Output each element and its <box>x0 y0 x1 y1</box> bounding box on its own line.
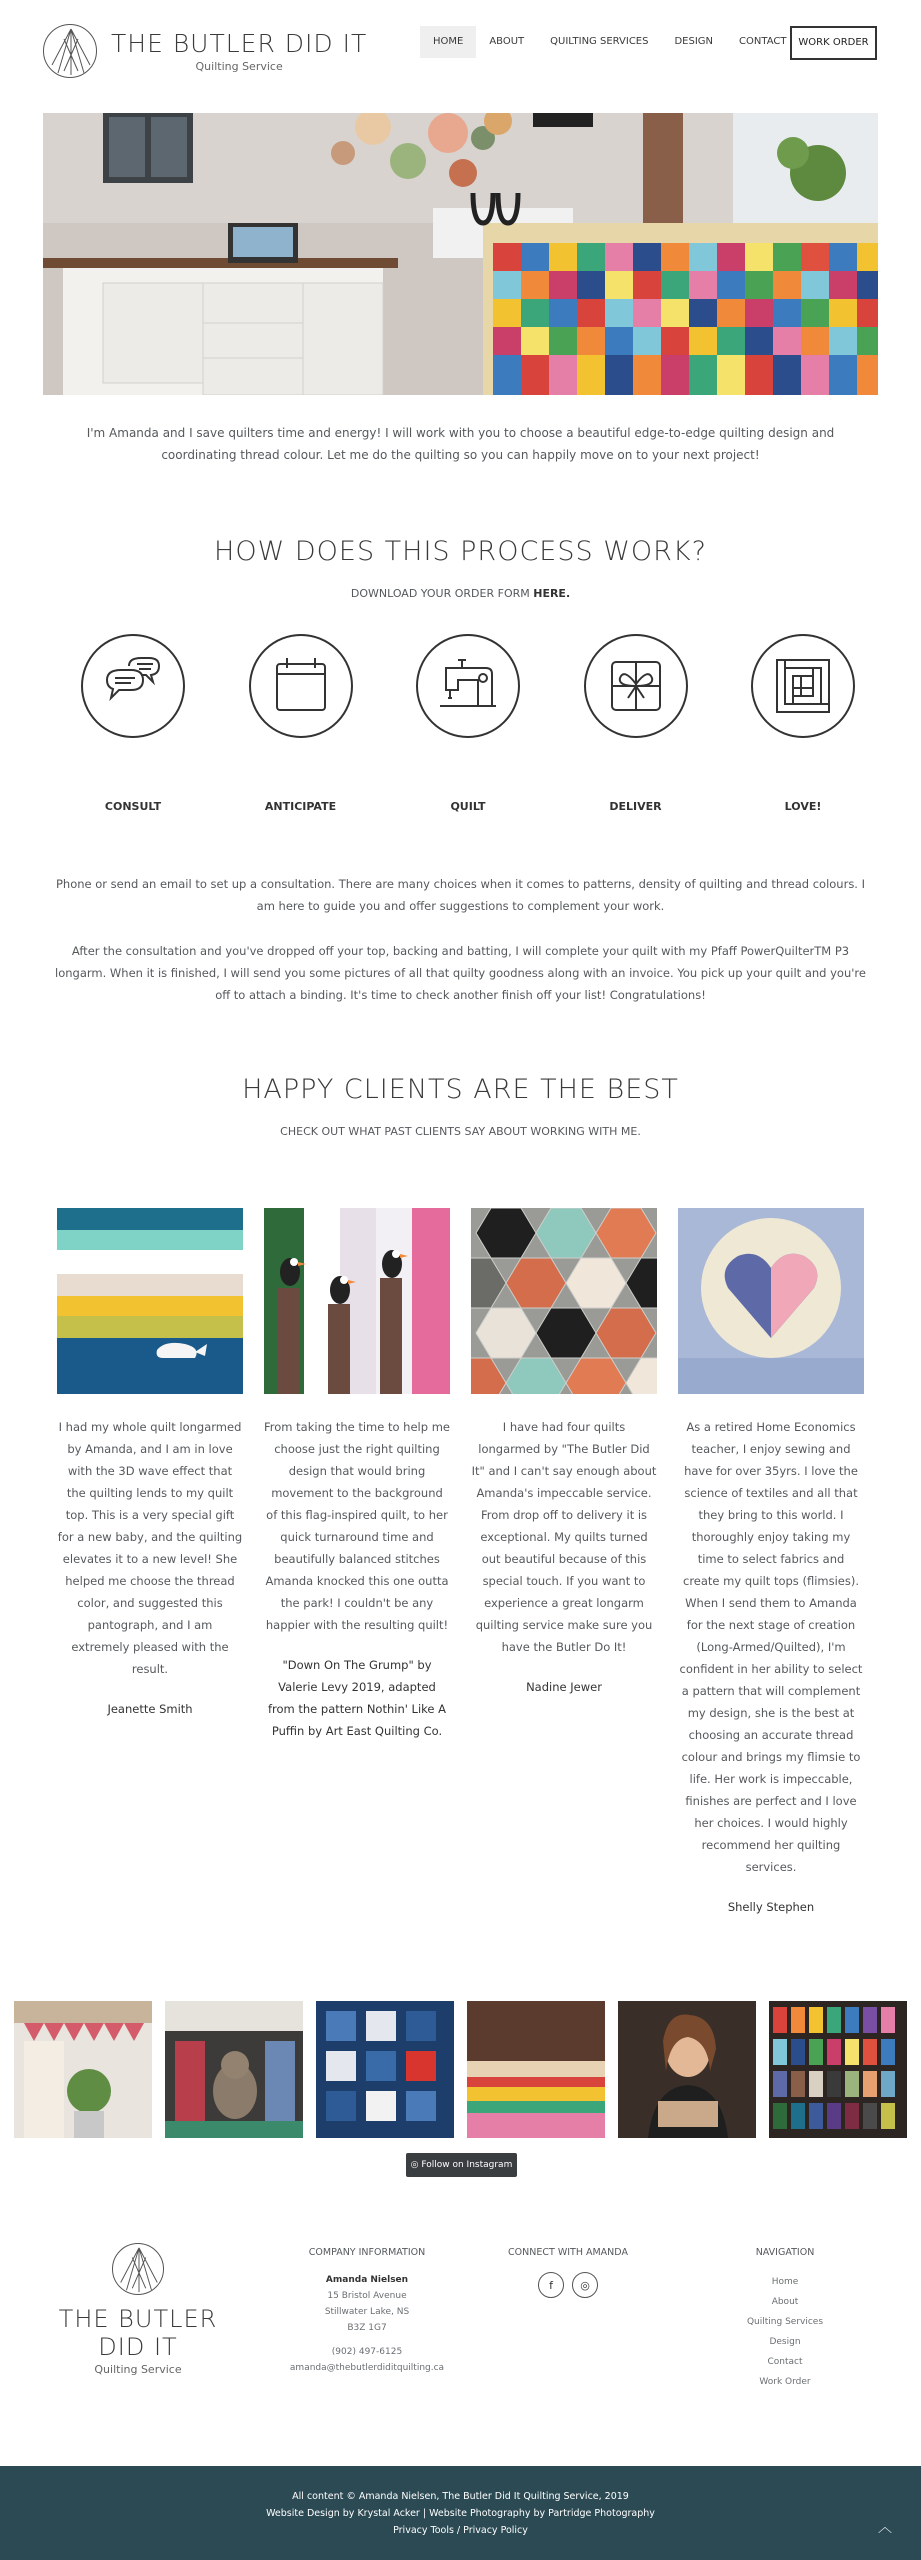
instagram-footer-icon[interactable]: ◎ <box>572 2272 598 2298</box>
footer-nav-about[interactable]: About <box>771 2297 799 2307</box>
instagram-photo[interactable] <box>467 2001 605 2138</box>
testimonial-quote: As a retired Home Economics teacher, I enjoy sewing and have for over 35yrs. I love the science of textiles and all that they bring to this world. I thoroughly enjoy taking my time to select fabrics and create my quilt tops (flimsies). When I send them to Amanda for the next stage of creation (Long-Armed/Quilted), I'm confident in her ability to select a pattern that will complement my design, she is the best at choosing an accurate thread colour and brings my flimsie to life. Her work is impeccable, finishes are perfect and I love her choices. I would highly recommend her quilting services. <box>679 1420 863 1874</box>
quilt-photo-heart <box>678 1208 864 1394</box>
step-label-love: LOVE! <box>784 800 822 813</box>
step-label-consult: CONSULT <box>104 800 162 813</box>
footer-nav-contact[interactable]: Contact <box>767 2357 803 2367</box>
nav-about[interactable]: ABOUT <box>489 36 525 47</box>
privacy-links[interactable]: Privacy Tools / Privacy Policy <box>393 2525 528 2536</box>
footer-nav-home[interactable]: Home <box>771 2277 799 2287</box>
footer-connect <box>498 2247 638 2298</box>
intro-text: I'm Amanda and I save quilters time and energy! I will work with you to choose a beautiful edge-to-edge quilting design and coordinating thread colour. Let me do the quilting so you can happily move on to your next project! <box>86 426 835 462</box>
footer-logo-title: THE BUTLER DID IT <box>58 2305 218 2361</box>
logo-title: THE BUTLER DID IT <box>111 28 368 58</box>
testimonial-card <box>57 1208 243 1918</box>
testimonial-author: Shelly Stephen <box>727 1900 815 1914</box>
address-line-3: B3Z 1G7 <box>347 2323 387 2333</box>
process-subtitle-text: DOWNLOAD YOUR ORDER FORM <box>350 587 534 600</box>
main-nav <box>420 26 799 58</box>
order-form-link[interactable]: HERE. <box>533 587 571 600</box>
step-love <box>728 634 878 813</box>
credits-text[interactable]: Website Design by Krystal Acker | Website Photography by Partridge Photography <box>266 2508 655 2519</box>
nav-contact[interactable]: CONTACT <box>739 36 787 47</box>
step-label-quilt: QUILT <box>450 800 486 813</box>
process-steps <box>58 634 878 813</box>
logo-subtitle: Quilting Service <box>195 59 283 73</box>
footer-logo[interactable] <box>43 2243 233 2376</box>
process-paragraph-1: Phone or send an email to set up a consultation. There are many choices when it comes to patterns, density of quilting and thread colours. I am here to guide you and offer suggestions to complement your work. <box>55 877 866 913</box>
clients-title: HAPPY CLIENTS ARE THE BEST <box>242 1074 679 1105</box>
phone-number[interactable]: (902) 497-6125 <box>331 2347 403 2357</box>
follow-on-instagram-button[interactable] <box>406 2153 517 2177</box>
instagram-photo[interactable] <box>618 2001 756 2138</box>
process-subtitle <box>0 587 921 600</box>
logo-mark-icon <box>43 24 97 78</box>
site-logo[interactable] <box>43 24 367 78</box>
footer-bottom-bar <box>0 2466 921 2560</box>
instagram-photo[interactable] <box>14 2001 152 2138</box>
testimonial-card <box>471 1208 657 1918</box>
step-anticipate <box>226 634 376 813</box>
clients-subtitle: CHECK OUT WHAT PAST CLIENTS SAY ABOUT WORKING WITH ME. <box>280 1125 641 1138</box>
nav-quilting-services[interactable]: QUILTING SERVICES <box>550 36 649 47</box>
quilt-photo-puffins <box>264 1208 450 1394</box>
step-deliver <box>561 634 711 813</box>
scroll-to-top-chevron-icon[interactable]: ︿ <box>878 2520 892 2536</box>
follow-label: Follow on Instagram <box>421 2160 513 2170</box>
footer-logo-subtitle: Quilting Service <box>94 2363 182 2376</box>
quilt-photo-whale <box>57 1208 243 1394</box>
testimonial-author: Nadine Jewer <box>526 1680 602 1694</box>
instagram-feed <box>14 2001 907 2138</box>
testimonial-author: Jeanette Smith <box>107 1702 193 1716</box>
testimonials <box>57 1208 864 1918</box>
testimonial-quote: From taking the time to help me choose just the right quilting design that would bring movement to the background of this flag-inspired quilt, to her quick turnaround time and beautifully balanced stitches Amanda knocked this one outta the park! I couldn't be any happier with the resulting quilt! <box>264 1420 450 1632</box>
gift-icon <box>584 634 688 738</box>
copyright-text: All content © Amanda Nielsen, The Butler Did It Quilting Service, 2019 <box>292 2491 629 2502</box>
footer-company-info <box>283 2247 451 2376</box>
calendar-icon <box>249 634 353 738</box>
process-paragraph-2: After the consultation and you've dropped off your top, backing and batting, I will complete your quilt with my Pfaff PowerQuilterTM P3 longarm. When it is finished, I will send you some pictures of all that quilty goodness along with an invoice. You pick up your quilt and you're off to attach a binding. It's time to check another finish off your list! Congratulations! <box>55 944 866 1002</box>
email-link[interactable]: amanda@thebutlerdiditquilting.ca <box>289 2363 445 2373</box>
site-header <box>0 0 921 95</box>
process-title: HOW DOES THIS PROCESS WORK? <box>214 536 707 567</box>
instagram-photo[interactable] <box>316 2001 454 2138</box>
step-quilt <box>393 634 543 813</box>
testimonial-card <box>264 1208 450 1918</box>
work-order-button[interactable]: WORK ORDER <box>790 26 877 60</box>
company-info-heading: COMPANY INFORMATION <box>308 2247 426 2258</box>
footer-navigation <box>720 2247 850 2392</box>
address-line-2: Stillwater Lake, NS <box>324 2307 410 2317</box>
navigation-heading: NAVIGATION <box>755 2247 815 2258</box>
nav-design[interactable]: DESIGN <box>674 36 714 47</box>
step-consult <box>58 634 208 813</box>
connect-heading: CONNECT WITH AMANDA <box>508 2247 628 2258</box>
hero-photo-sewing-studio <box>43 113 878 395</box>
instagram-photo[interactable] <box>769 2001 907 2138</box>
company-name: Amanda Nielsen <box>325 2275 409 2285</box>
instagram-icon: ◎ <box>410 2160 419 2170</box>
social-links <box>498 2272 638 2298</box>
nav-home[interactable]: HOME <box>420 26 476 58</box>
log-cabin-quilt-icon <box>751 634 855 738</box>
testimonial-quote: I had my whole quilt longarmed by Amanda, and I am in love with the 3D wave effect that the quilting lends to my quilt top. This is a very special gift for a new baby, and the quilting elevates it to a new level! She helped me choose the thread color, and suggested this pantograph, and I am extremely pleased with the result. <box>57 1420 243 1676</box>
step-label-anticipate: ANTICIPATE <box>264 800 337 813</box>
footer-nav-design[interactable]: Design <box>769 2337 801 2347</box>
address-line-1: 15 Bristol Avenue <box>327 2291 407 2301</box>
sewing-machine-icon <box>416 634 520 738</box>
testimonial-author: "Down On The Grump" by Valerie Levy 2019, adapted from the pattern Nothin' Like A Puffin by Art East Quilting Co. <box>267 1658 447 1738</box>
testimonial-card <box>678 1208 864 1918</box>
facebook-icon[interactable]: f <box>538 2272 564 2298</box>
instagram-photo[interactable] <box>165 2001 303 2138</box>
footer-nav-quilting-services[interactable]: Quilting Services <box>746 2317 824 2327</box>
quilt-photo-hexagons <box>471 1208 657 1394</box>
footer-nav-work-order[interactable]: Work Order <box>759 2377 811 2387</box>
chat-bubbles-icon <box>81 634 185 738</box>
step-label-deliver: DELIVER <box>609 800 662 813</box>
footer-logo-mark-icon <box>112 2243 164 2295</box>
testimonial-quote: I have had four quilts longarmed by "The Butler Did It" and I can't say enough about Amanda's impeccable service. From drop off to delivery it is exceptional. My quilts turned out beautiful because of this special touch. If you want to experience a great longarm quilting service make sure you have the Butler Do It! <box>471 1420 657 1654</box>
